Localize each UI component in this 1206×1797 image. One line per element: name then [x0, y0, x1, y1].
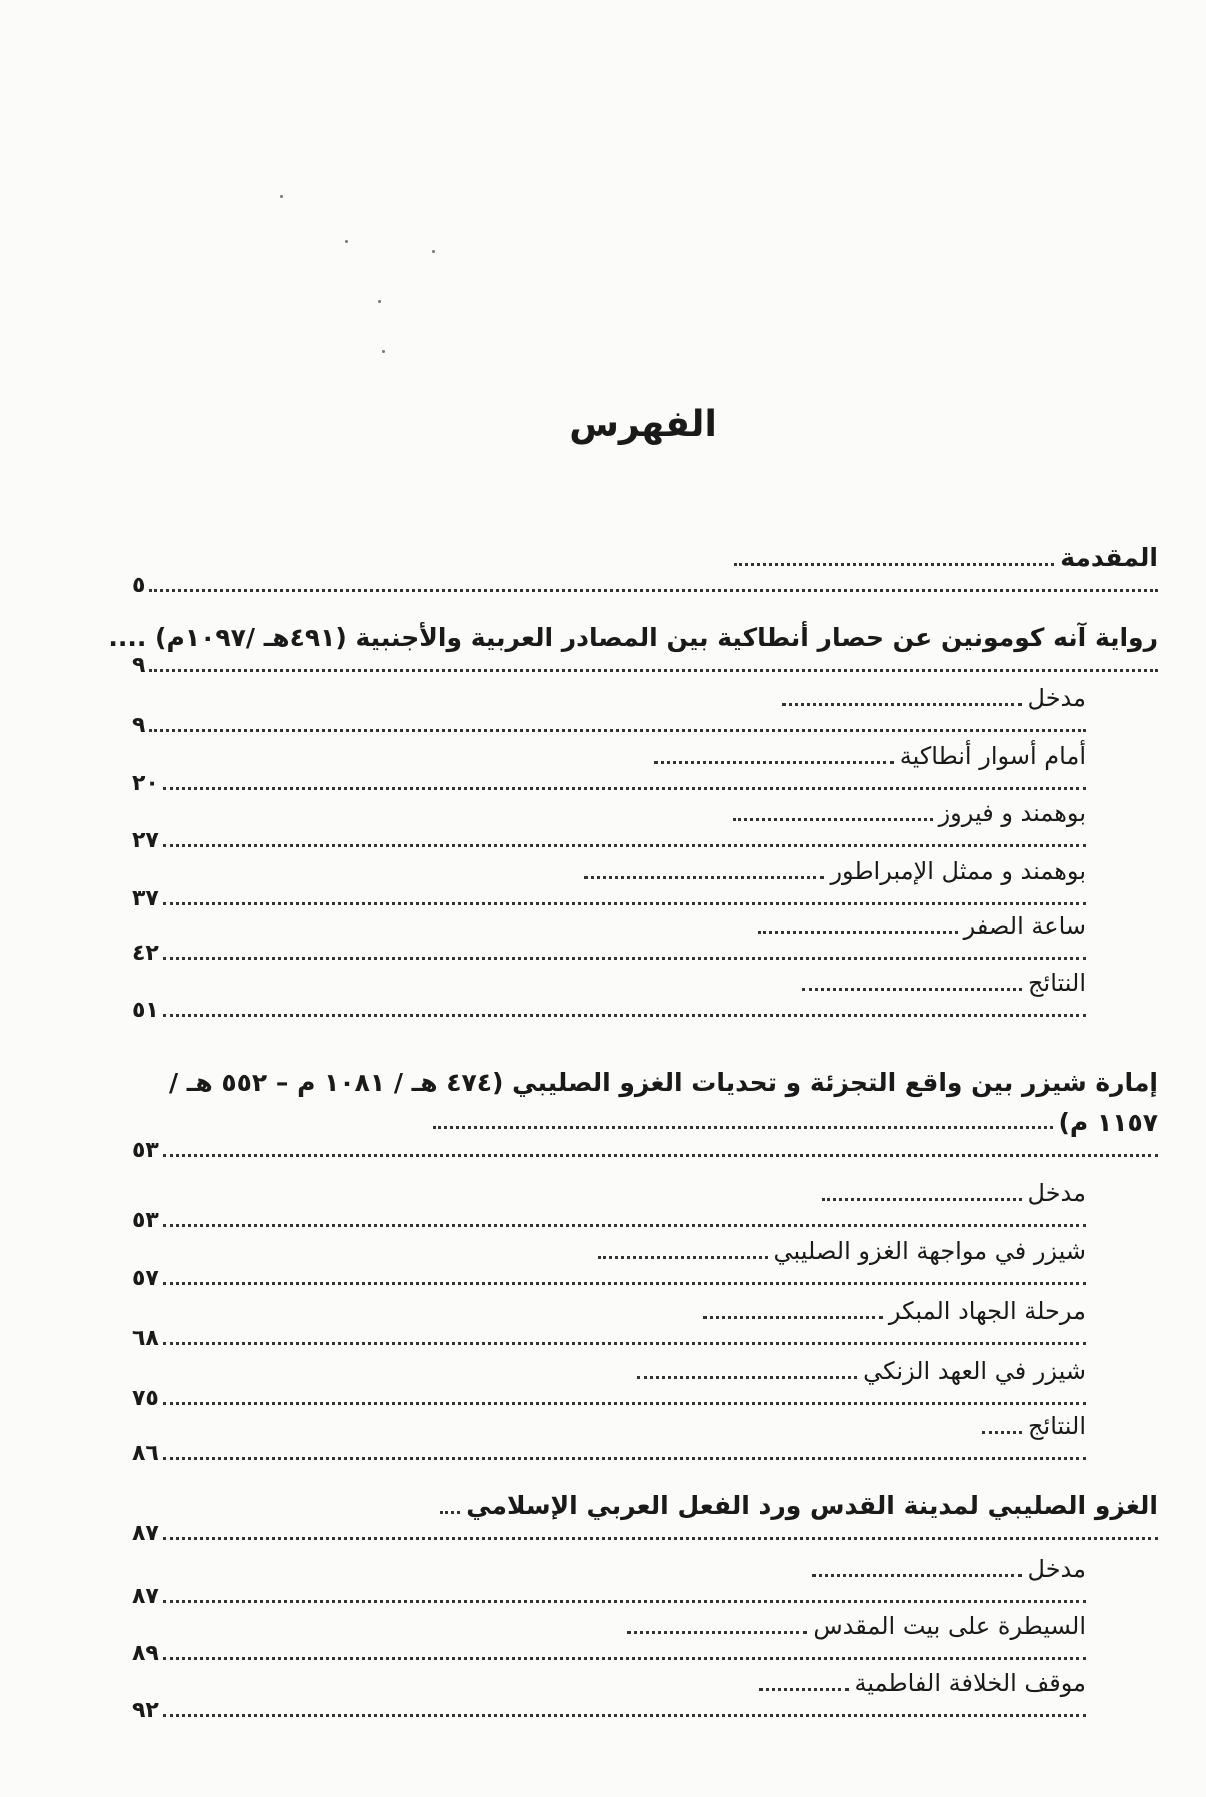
- toc-entry: [132, 738, 1086, 796]
- dot-leader: [637, 1376, 857, 1379]
- entry-title-continued: ١١٥٧ م): [1058, 1108, 1158, 1137]
- page-number: ٤٢: [132, 941, 159, 966]
- entry-title: بوهمند و فيروز: [938, 799, 1086, 827]
- dot-leader: [627, 1631, 807, 1634]
- entry-title: مدخل: [1027, 1555, 1086, 1583]
- entry-title: رواية آنه كومونين عن حصار أنطاكية بين المصادر العربية والأجنبية (٤٩١هـ /١٠٩٧م) ....: [108, 623, 1158, 652]
- entry-title: مدخل: [1027, 684, 1086, 712]
- page-number: ٥٧: [132, 1266, 159, 1291]
- dot-leader: [163, 1282, 1086, 1285]
- page-number: ٨٩: [132, 1641, 159, 1666]
- dot-leader: [149, 729, 1086, 732]
- entry-title: ساعة الصفر: [963, 912, 1086, 940]
- dot-leader: [782, 703, 1022, 706]
- scan-speck: [382, 350, 385, 353]
- toc-entry: [132, 1175, 1086, 1233]
- dot-leader: [733, 818, 933, 821]
- toc-entry: [132, 1293, 1086, 1351]
- dot-leader: [802, 988, 1022, 991]
- page-number: ٨٧: [132, 1521, 159, 1546]
- dot-leader: [163, 1014, 1086, 1017]
- entry-title: مرحلة الجهاد المبكر: [888, 1297, 1086, 1325]
- page-number: ٥٣: [132, 1138, 159, 1163]
- dot-leader: [163, 957, 1086, 960]
- page-title: الفهرس: [569, 404, 717, 446]
- page-number: ٣٧: [132, 886, 159, 911]
- entry-title: السيطرة على بيت المقدس: [813, 1612, 1086, 1640]
- dot-leader: [734, 563, 1054, 566]
- scan-speck: [432, 250, 435, 253]
- entry-title: المقدمة: [1060, 543, 1158, 572]
- toc-entry: [132, 1608, 1086, 1666]
- dot-leader: [163, 844, 1086, 847]
- dot-leader: [163, 1342, 1086, 1345]
- toc-entry: [132, 1233, 1086, 1291]
- toc-entry: [132, 908, 1086, 966]
- toc-entry: [132, 680, 1086, 738]
- toc-entry: [132, 965, 1086, 1023]
- dot-leader: [703, 1316, 883, 1319]
- toc-entry: [132, 540, 1158, 598]
- dot-leader: [163, 787, 1086, 790]
- page-number: ٥٣: [132, 1208, 159, 1233]
- entry-title: بوهمند و ممثل الإمبراطور: [830, 857, 1086, 885]
- entry-title: النتائج: [1028, 969, 1086, 997]
- toc-entry: [132, 1665, 1086, 1723]
- dot-leader: [982, 1431, 1022, 1434]
- dot-leader: [822, 1198, 1022, 1201]
- entry-title: الغزو الصليبي لمدينة القدس ورد الفعل العربي الإسلامي: [466, 1491, 1158, 1520]
- entry-title: إمارة شيزر بين واقع التجزئة و تحديات الغزو الصليبي (٤٧٤ هـ / ١٠٨١ م – ٥٥٢ هـ /: [168, 1068, 1158, 1097]
- page-number: ٨٧: [132, 1584, 159, 1609]
- dot-leader: [598, 1256, 768, 1259]
- toc-entry: [132, 1551, 1086, 1609]
- dot-leader: [149, 589, 1158, 592]
- scan-speck: [378, 300, 381, 303]
- toc-entry: [132, 1488, 1158, 1546]
- page-number: ٢٧: [132, 828, 159, 853]
- dot-leader: [812, 1574, 1022, 1577]
- page-number: ٥: [132, 573, 146, 598]
- entry-title: أمام أسوار أنطاكية: [899, 742, 1086, 770]
- dot-leader: [163, 1657, 1086, 1660]
- entry-title: موقف الخلافة الفاطمية: [854, 1669, 1086, 1697]
- entry-title: النتائج: [1028, 1412, 1086, 1440]
- toc-entry: [132, 1065, 1158, 1163]
- dot-leader: [759, 1688, 849, 1691]
- dot-leader: [584, 876, 824, 879]
- scan-speck: [280, 195, 283, 198]
- dot-leader: [149, 669, 1158, 672]
- dot-leader: [163, 1402, 1086, 1405]
- scan-speck: [345, 240, 348, 243]
- toc-entry: [132, 853, 1086, 911]
- entry-title: شيزر في العهد الزنكي: [863, 1357, 1086, 1385]
- toc-entry: [132, 1408, 1086, 1466]
- page-number: ٧٥: [132, 1386, 159, 1411]
- entry-title: شيزر في مواجهة الغزو الصليبي: [773, 1237, 1086, 1265]
- dot-leader: [163, 1714, 1086, 1717]
- dot-leader: [163, 1537, 1158, 1540]
- page-number: ٥١: [132, 998, 159, 1023]
- entry-title: مدخل: [1027, 1179, 1086, 1207]
- dot-leader: [163, 1224, 1086, 1227]
- page-number: ٩٢: [132, 1698, 159, 1723]
- dot-leader: [758, 931, 958, 934]
- page-number: ٨٦: [132, 1441, 159, 1466]
- page-number: ٦٨: [132, 1326, 159, 1351]
- dot-leader: [433, 1126, 1053, 1129]
- toc-entry: [132, 795, 1086, 853]
- dot-leader: [163, 902, 1086, 905]
- dot-leader: [163, 1154, 1158, 1157]
- page-number: ٩: [132, 713, 146, 738]
- dot-leader: [440, 1511, 460, 1514]
- toc-entry: [132, 1353, 1086, 1411]
- dot-leader: [654, 761, 894, 764]
- dot-leader: [163, 1457, 1086, 1460]
- dot-leader: [163, 1600, 1086, 1603]
- page-number: ٩: [132, 653, 146, 678]
- page-number: ٢٠: [132, 771, 159, 796]
- toc-entry: [108, 620, 1158, 678]
